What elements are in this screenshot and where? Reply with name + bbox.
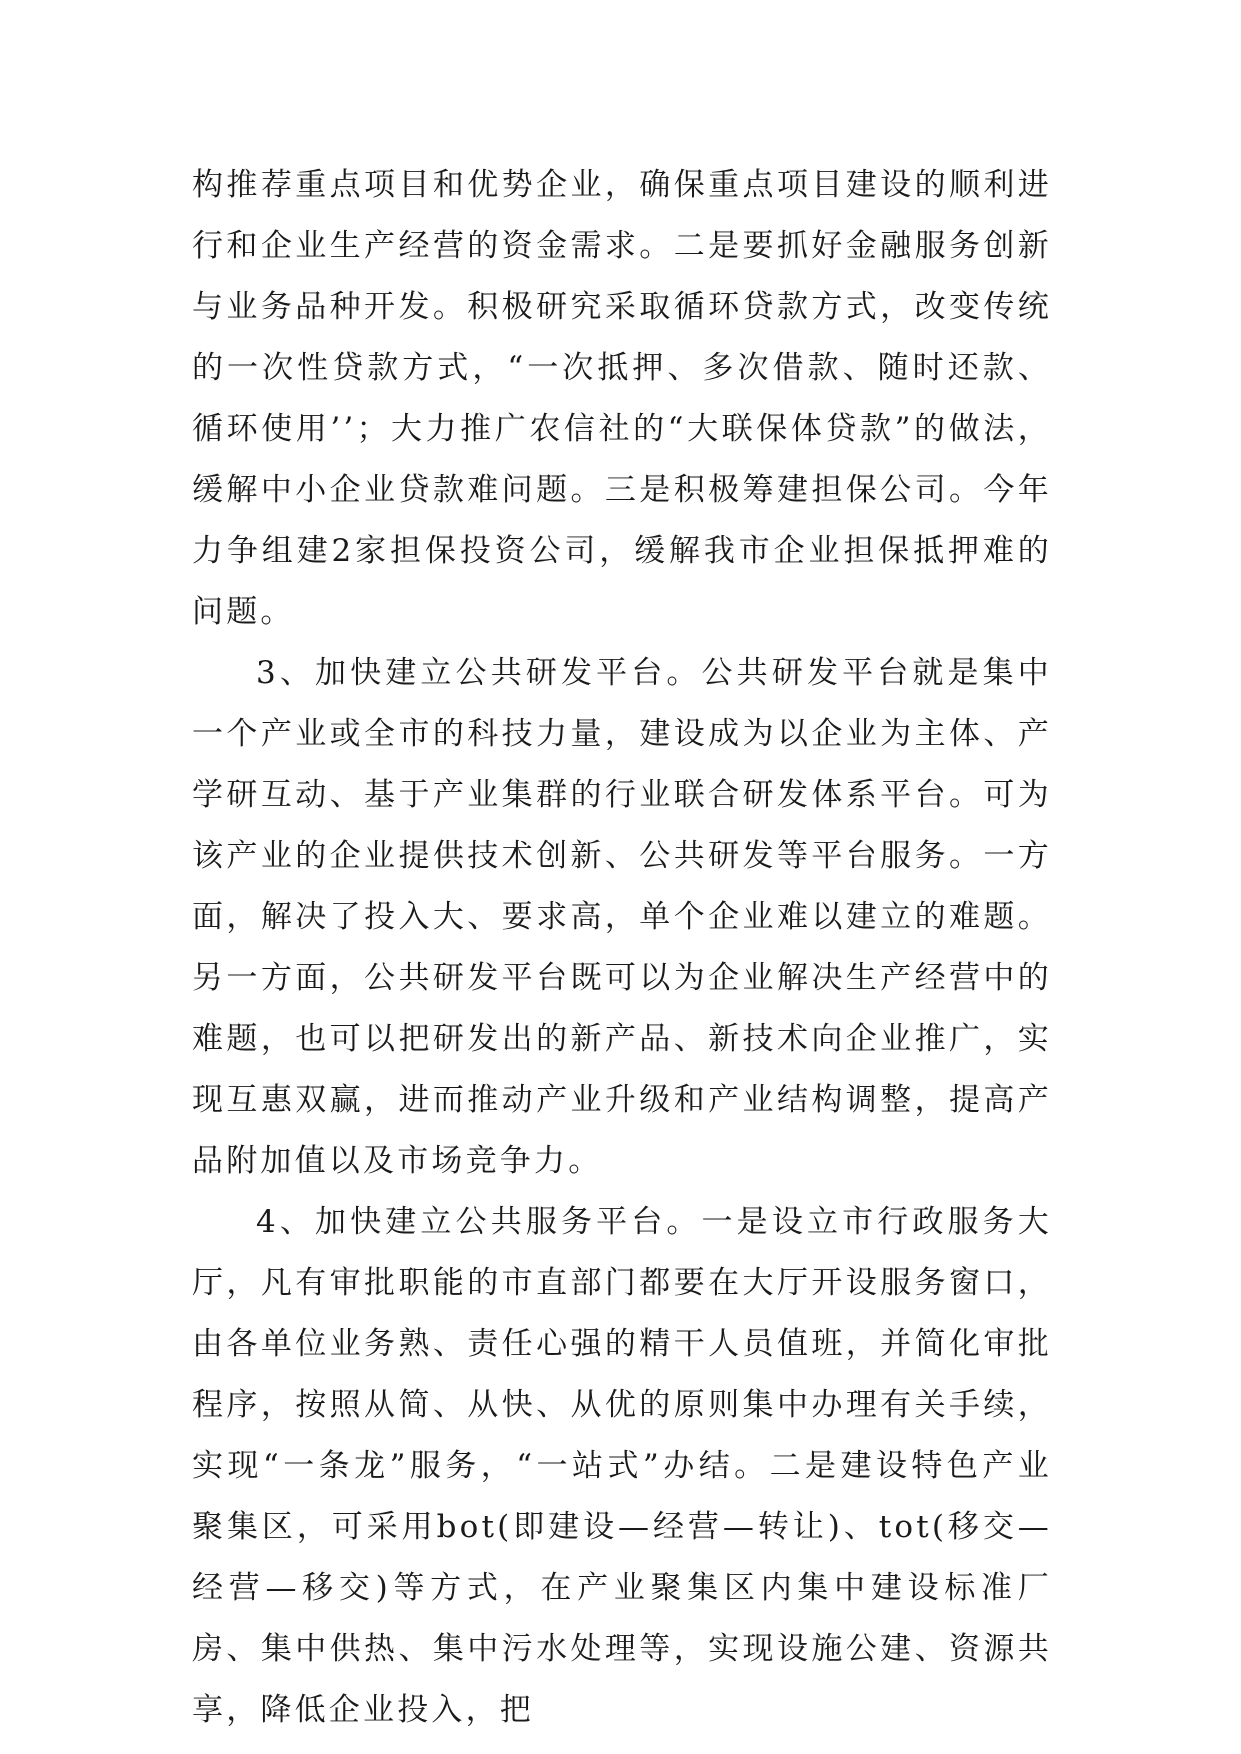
paragraph-research-platform: 3、加快建立公共研发平台。公共研发平台就是集中一个产业或全市的科技力量，建设成为以企业为主体、产学研互动、基于产业集群的行业联合研发体系平台。可为该产业的企业提供技术创新、公共研发等平台服务。一方面，解决了投入大、要求高，单个企业难以建立的难题。另一方面，公共研发平台既可以为企业解决生产经营中的难题，也可以把研发出的新产品、新技术向企业推广，实现互惠双赢，进而推动产业升级和产业结构调整，提高产品附加值以及市场竞争力。 bbox=[192, 655, 1052, 1179]
paragraph-service-platform: 4、加快建立公共服务平台。一是设立市行政服务大厅，凡有审批职能的市直部门都要在大厅开设服务窗口，由各单位业务熟、责任心强的精干人员值班，并简化审批程序，按照从简、从快、从优的原则集中办理有关手续，实现“一条龙”服务，“一站式”办结。二是建设特色产业聚集区，可采用bot(即建设—经营—转让)、tot(移交—经营—移交)等方式，在产业聚集区内集中建设标准厂房、集中供热、集中污水处理等，实现设施公建、资源共享，降低企业投入，把 bbox=[192, 1204, 1052, 1728]
paragraph-financing: 构推荐重点项目和优势企业，确保重点项目建设的顺利进行和企业生产经营的资金需求。二是要抓好金融服务创新与业务品种开发。积极研究采取循环贷款方式，改变传统的一次性贷款方式，“一次抵押、多次借款、随时还款、循环使用’’；大力推广农信社的“大联保体贷款”的做法，缓解中小企业贷款难问题。三是积极筹建担保公司。今年力争组建2家担保投资公司，缓解我市企业担保抵押难的问题。 bbox=[192, 167, 1052, 630]
body-text bbox=[192, 155, 1052, 1741]
